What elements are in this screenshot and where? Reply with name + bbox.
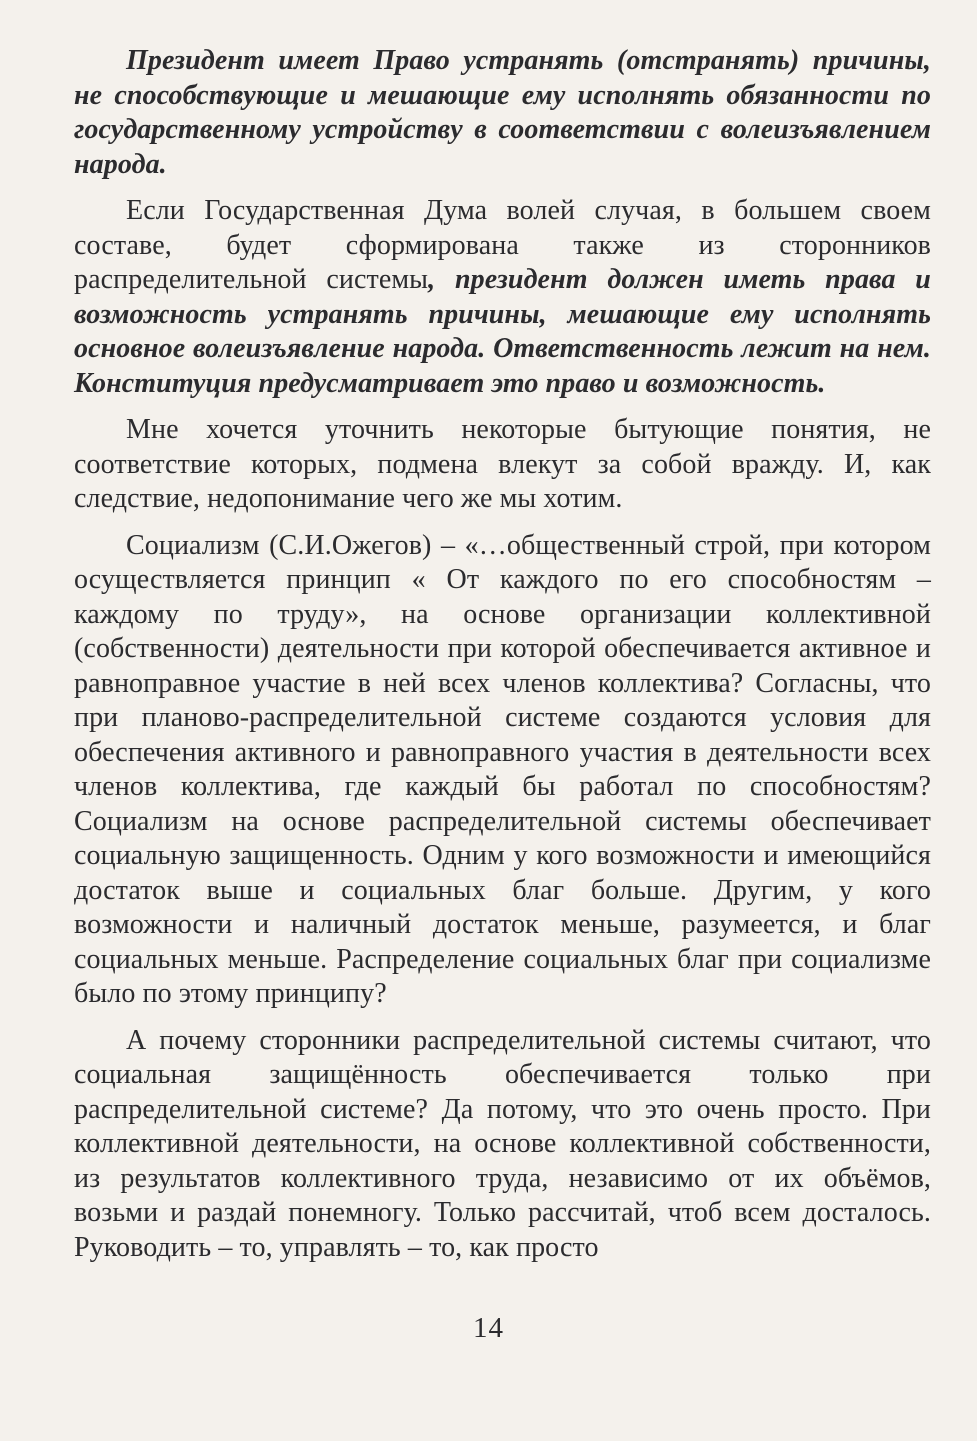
emphasized-text: , президент должен иметь права и возможность устранять причины, мешающие ему исполнять основное волеизъявление народа. Ответственность лежит на нем. Конституция предусматривает это право и возможность. [74,264,931,399]
emphasized-text: Президент имеет Право устранять (отстранять) причины, не способствующие и мешающие ему исполнять обязанности по государственному устройству в соответствии с волеизъявлением народа. [74,45,931,180]
body-text: А почему сторонники распределительной системы считают, что социальная защищённость обеспечивается только при распределительной системе? Да потому, что это очень просто. При коллективной деятельности, на основе коллективной собственности, из результатов коллективного труда, независимо от их объёмов, возьми и раздай понемногу. Только рассчитай, чтоб всем досталось. Руководить – то, управлять – то, как просто [74,1024,931,1263]
page-number: 14 [473,1312,504,1344]
paragraph-distribution-system [74,1024,931,1266]
body-text: Социализм (С.И.Ожегов) – «…общественный строй, при котором осуществляется принцип « От каждого по его способностям – каждому по труду», на основе организации коллективной (собственности) деятельности при которой обеспечивается активное и равноправное участие в ней всех членов коллектива? Согласны, что при планово-распределительной системе создаются условия для обеспечения активного и равноправного участия в деятельности всех членов коллектива, где каждый бы работал по способностям? Социализм на основе распределительной системы обеспечивает социальную защищенность. Одним у кого возможности и имеющийся достаток выше и социальных благ больше. Другим, у кого возможности и наличный достаток меньше, разумеется, и благ социальных меньше. Распределение социальных благ при социализме было по этому принципу? [74,529,931,1009]
body-text: Мне хочется уточнить некоторые бытующие понятия, не соответствие которых, подмена влекут за собой вражду. И, как следствие, недопонимание чего же мы хотим. [74,414,931,514]
paragraph-president-right [74,44,931,182]
paragraph-socialism-definition [74,529,931,1012]
body-text: Если Государственная Дума волей случая, в большем своем составе, будет сформирована также из сторонников распределительной системы [74,195,931,295]
paragraph-concepts [74,413,931,517]
paragraph-state-duma [74,194,931,401]
